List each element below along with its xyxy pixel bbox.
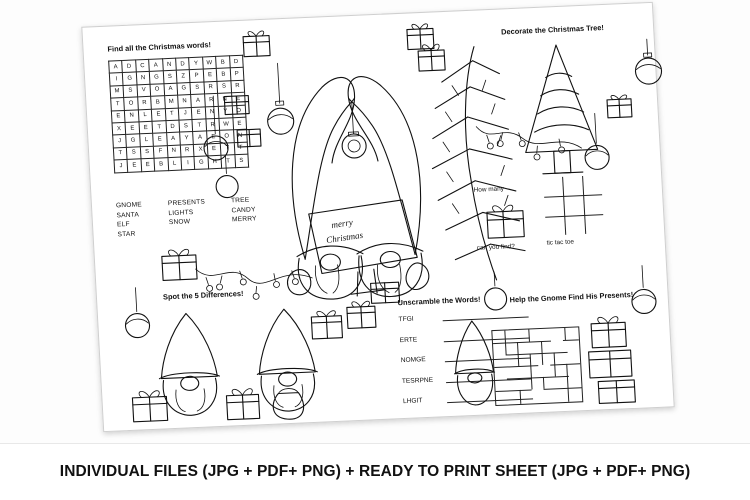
word-item: SANTA (116, 211, 140, 219)
grid-cell: E (206, 131, 220, 144)
grid-cell: R (204, 81, 218, 94)
gift-box-icon (126, 380, 178, 428)
ornament-icon (261, 63, 299, 142)
grid-cell: W (202, 56, 216, 69)
grid-cell: O (220, 130, 234, 143)
maze-wall (566, 364, 569, 402)
grid-cell: A (164, 83, 178, 96)
ornament-icon (118, 287, 155, 346)
maze-wall (528, 330, 530, 342)
grid-cell: E (141, 158, 155, 171)
grid-cell: M (164, 95, 178, 108)
scrambled-word: TESRPNE (401, 376, 434, 385)
grid-cell: I (181, 157, 195, 170)
word-item: SNOW (168, 218, 191, 227)
word-item: ELF (116, 221, 130, 229)
grid-cell: D (122, 60, 136, 73)
grid-cell: T (220, 142, 234, 155)
grid-cell: T (234, 142, 248, 155)
grid-cell: S (123, 85, 137, 98)
grid-cell: O (124, 97, 138, 110)
maze-wall (530, 353, 533, 389)
grid-cell: L (139, 134, 153, 147)
grid-cell: B (154, 158, 168, 171)
grid-cell: G (126, 134, 140, 147)
sign-text-line2: Christmas (325, 229, 364, 246)
grid-cell: R (204, 94, 218, 107)
grid-cell: W (219, 118, 233, 131)
gift-sack-icon (264, 376, 315, 426)
grid-cell: E (231, 92, 245, 105)
sign-text-line1: merry (330, 217, 354, 231)
word-item: GNOME (115, 201, 143, 210)
grid-cell: S (163, 71, 177, 84)
grid-cell: N (178, 95, 192, 108)
gift-box-icon (220, 380, 270, 426)
grid-cell: V (137, 84, 151, 97)
grid-cell: A (166, 132, 180, 145)
grid-cell: S (217, 81, 231, 94)
grid-cell: R (230, 80, 244, 93)
grid-cell: N (162, 58, 176, 71)
grid-cell: Z (176, 70, 190, 83)
scrambled-word: LHGIT (402, 397, 423, 406)
grid-cell: O (232, 105, 246, 118)
grid-cell: A (193, 131, 207, 144)
grid-cell: M (110, 85, 124, 98)
gift-box-icon (366, 268, 406, 310)
maze-puzzle (491, 326, 583, 406)
ttt-line-h2 (545, 214, 603, 217)
grid-cell: N (218, 93, 232, 106)
decorate-tree-heading: Decorate the Christmas Tree! (500, 22, 605, 37)
maze-wall (564, 328, 566, 340)
can-you-find-label: can you find? (476, 243, 516, 252)
tic-tac-toe-label: tic tac toe (546, 238, 575, 247)
grid-cell: Y (189, 57, 203, 70)
grid-cell: C (135, 59, 149, 72)
maze-wall (494, 365, 538, 368)
gift-box-icon (239, 25, 275, 60)
grid-cell: L (138, 109, 152, 122)
grid-cell: G (177, 82, 191, 95)
ttt-line-h1 (544, 194, 602, 197)
grid-cell: R (180, 144, 194, 157)
grid-cell: R (206, 118, 220, 131)
gift-box-icon (413, 34, 449, 79)
spot-differences-heading: Spot the 5 Differences! (162, 288, 244, 302)
ornament-icon (211, 155, 241, 202)
word-item: MERRY (231, 215, 257, 224)
maze-wall (544, 387, 582, 390)
banner-text: INDIVIDUAL FILES (JPG + PDF+ PNG) + READY TO PRINT SHEET (JPG + PDF+ PNG) (59, 463, 691, 480)
grid-cell: N (205, 106, 219, 119)
grid-cell: E (153, 133, 167, 146)
grid-cell: T (111, 98, 125, 111)
string-lights-icon (474, 118, 588, 193)
grid-cell: T (152, 121, 166, 134)
grid-cell: S (190, 82, 204, 95)
word-list-column-1 (116, 201, 144, 238)
grid-cell: O (150, 84, 164, 97)
grid-cell: X (194, 144, 208, 157)
word-item: STAR (117, 230, 136, 239)
gift-box-icon (220, 86, 254, 119)
ornament-icon (580, 113, 613, 176)
grid-cell: T (165, 108, 179, 121)
word-list (116, 196, 258, 238)
grid-cell: P (190, 69, 204, 82)
ornament-icon (480, 271, 510, 312)
maze-heading: Help the Gnome Find His Presents! (509, 289, 634, 305)
grid-cell: D (166, 120, 180, 133)
scrambled-word: TFGI (398, 315, 414, 324)
grid-cell: B (151, 96, 165, 109)
scrambled-word: NOMGE (400, 356, 426, 365)
word-item: LIGHTS (168, 208, 194, 217)
grid-cell: S (234, 154, 248, 167)
grid-cell: T (113, 147, 127, 160)
unscramble-heading: Unscramble the Words! (397, 294, 481, 308)
bottom-caption-banner (0, 443, 750, 500)
grid-cell: D (176, 58, 190, 71)
grid-cell: A (191, 94, 205, 107)
grid-cell: E (111, 110, 125, 123)
grid-cell: J (114, 160, 128, 173)
maze-wall (493, 341, 551, 345)
christmas-activity-placemat (81, 2, 674, 432)
grid-cell: T (192, 119, 206, 132)
grid-cell: N (233, 130, 247, 143)
maze-wall (496, 389, 532, 392)
maze-wall (520, 390, 522, 404)
grid-cell: B (216, 68, 230, 81)
grid-cell: E (151, 108, 165, 121)
gift-box-icon (234, 120, 266, 151)
word-list-column-2 (168, 199, 207, 236)
maze-wall (506, 352, 568, 356)
grid-cell: N (136, 72, 150, 85)
word-item: CANDY (231, 205, 256, 214)
maze-wall (507, 376, 569, 380)
grid-cell: Y (180, 132, 194, 145)
grid-cell: E (232, 117, 246, 130)
grid-cell: S (140, 146, 154, 159)
grid-cell: G (123, 72, 137, 85)
ornament-icon (626, 265, 661, 320)
grid-cell: X (112, 122, 126, 135)
grid-cell: N (167, 145, 181, 158)
grid-cell: R (137, 96, 151, 109)
grid-cell: N (125, 109, 139, 122)
grid-cell: D (229, 55, 243, 68)
grid-cell: Y (218, 105, 232, 118)
grid-cell: S (127, 147, 141, 160)
grid-cell: E (139, 121, 153, 134)
grid-cell: L (168, 157, 182, 170)
grid-cell: B (216, 56, 230, 69)
grid-cell: A (109, 61, 123, 74)
how-many-label: How many (473, 185, 505, 194)
grid-cell: E (127, 159, 141, 172)
ornament-icon (630, 38, 667, 91)
grid-cell: S (179, 119, 193, 132)
grid-cell: A (149, 59, 163, 72)
gift-box-icon (482, 199, 528, 243)
grid-cell: J (178, 107, 192, 120)
scrambled-word: ERTE (399, 335, 418, 344)
grid-cell: G (194, 156, 208, 169)
maze-wall (543, 377, 545, 389)
grid-cell: E (203, 69, 217, 82)
grid-cell: E (125, 122, 139, 135)
grid-cell: J (113, 135, 127, 148)
grid-cell: G (149, 71, 163, 84)
grid-cell: I (109, 73, 123, 86)
grid-cell: T (221, 155, 235, 168)
grid-cell: E (192, 107, 206, 120)
word-item: PRESENTS (167, 198, 206, 208)
grid-cell: F (154, 145, 168, 158)
word-item: TREE (230, 196, 250, 205)
word-search-heading: Find all the Christmas words! (107, 40, 212, 54)
grid-cell: E (207, 143, 221, 156)
grid-cell: H (208, 155, 222, 168)
grid-cell: P (230, 68, 244, 81)
